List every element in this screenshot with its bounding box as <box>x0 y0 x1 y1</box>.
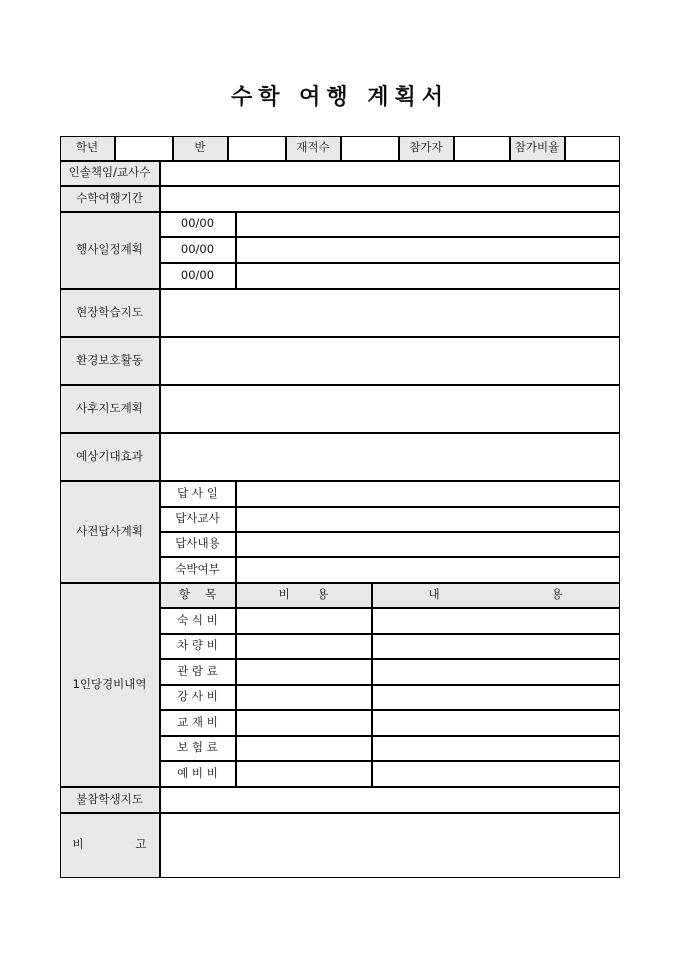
absent-field[interactable] <box>160 787 620 813</box>
absent-label: 불참학생지도 <box>60 787 160 813</box>
expected-label: 예상기대효과 <box>60 433 160 481</box>
remarks-label <box>60 813 160 878</box>
cost-item-label: 차 량 비 <box>160 634 236 659</box>
cost-content-field[interactable] <box>372 710 620 736</box>
schedule-field[interactable] <box>236 237 620 263</box>
previsit-item-label: 답사내용 <box>160 532 236 557</box>
previsit-item-label: 답 사 일 <box>160 481 236 507</box>
grade-label: 학년 <box>60 136 115 161</box>
remarks-field[interactable] <box>160 813 620 878</box>
previsit-field[interactable] <box>236 507 620 532</box>
participants-label: 참가자 <box>399 136 454 161</box>
cost-amount-field[interactable] <box>236 634 372 659</box>
document-title: 수학 여행 계획서 <box>230 84 450 110</box>
schedule-date: 00/00 <box>160 263 236 289</box>
cost-header-cost: 비 용 <box>236 583 372 608</box>
schedule-label: 행사일정계획 <box>60 212 160 289</box>
cost-item-label: 보 험 료 <box>160 736 236 761</box>
schedule-field[interactable] <box>236 263 620 289</box>
cost-amount-field[interactable] <box>236 710 372 736</box>
environment-label: 환경보호활동 <box>60 337 160 385</box>
followup-label: 사후지도계획 <box>60 385 160 433</box>
trip-plan-form <box>60 136 620 878</box>
cost-item-label: 관 람 료 <box>160 659 236 685</box>
period-field[interactable] <box>160 186 620 212</box>
class-field[interactable] <box>228 136 286 161</box>
previsit-item-label: 답사교사 <box>160 507 236 532</box>
remarks-label-left: 비 <box>72 837 84 852</box>
participation-rate-field[interactable] <box>565 136 620 161</box>
schedule-date: 00/00 <box>160 237 236 263</box>
cost-header-content <box>372 583 620 608</box>
cost-item-label: 강 사 비 <box>160 685 236 710</box>
cost-item-label: 예 비 비 <box>160 761 236 787</box>
period-label: 수학여행기간 <box>60 186 160 212</box>
class-label: 반 <box>173 136 228 161</box>
expected-field[interactable] <box>160 433 620 481</box>
cost-content-field[interactable] <box>372 736 620 761</box>
cost-label: 1인당경비내역 <box>60 583 160 787</box>
cost-amount-field[interactable] <box>236 608 372 634</box>
cost-header-content-right: 용 <box>551 587 563 602</box>
previsit-field[interactable] <box>236 481 620 507</box>
cost-content-field[interactable] <box>372 608 620 634</box>
field-study-label: 현장학습지도 <box>60 289 160 337</box>
cost-amount-field[interactable] <box>236 659 372 685</box>
leader-label: 인솔책임/교사수 <box>60 161 160 186</box>
cost-amount-field[interactable] <box>236 761 372 787</box>
participants-field[interactable] <box>454 136 510 161</box>
leader-field[interactable] <box>160 161 620 186</box>
previsit-field[interactable] <box>236 557 620 583</box>
previsit-label: 사전답사계획 <box>60 481 160 583</box>
schedule-field[interactable] <box>236 212 620 237</box>
cost-content-field[interactable] <box>372 659 620 685</box>
cost-header-item: 항 목 <box>160 583 236 608</box>
participation-rate-label: 참가비율 <box>510 136 565 161</box>
remarks-label-right: 고 <box>135 837 147 852</box>
cost-item-label: 교 재 비 <box>160 710 236 736</box>
cost-amount-field[interactable] <box>236 736 372 761</box>
previsit-field[interactable] <box>236 532 620 557</box>
cost-content-field[interactable] <box>372 761 620 787</box>
enrolled-field[interactable] <box>341 136 399 161</box>
cost-header-content-left: 내 <box>428 587 440 602</box>
cost-amount-field[interactable] <box>236 685 372 710</box>
enrolled-label: 재적수 <box>286 136 341 161</box>
schedule-date: 00/00 <box>160 212 236 237</box>
followup-field[interactable] <box>160 385 620 433</box>
cost-content-field[interactable] <box>372 685 620 710</box>
grade-field[interactable] <box>115 136 173 161</box>
previsit-item-label: 숙박여부 <box>160 557 236 583</box>
field-study-field[interactable] <box>160 289 620 337</box>
environment-field[interactable] <box>160 337 620 385</box>
cost-content-field[interactable] <box>372 634 620 659</box>
cost-item-label: 숙 식 비 <box>160 608 236 634</box>
